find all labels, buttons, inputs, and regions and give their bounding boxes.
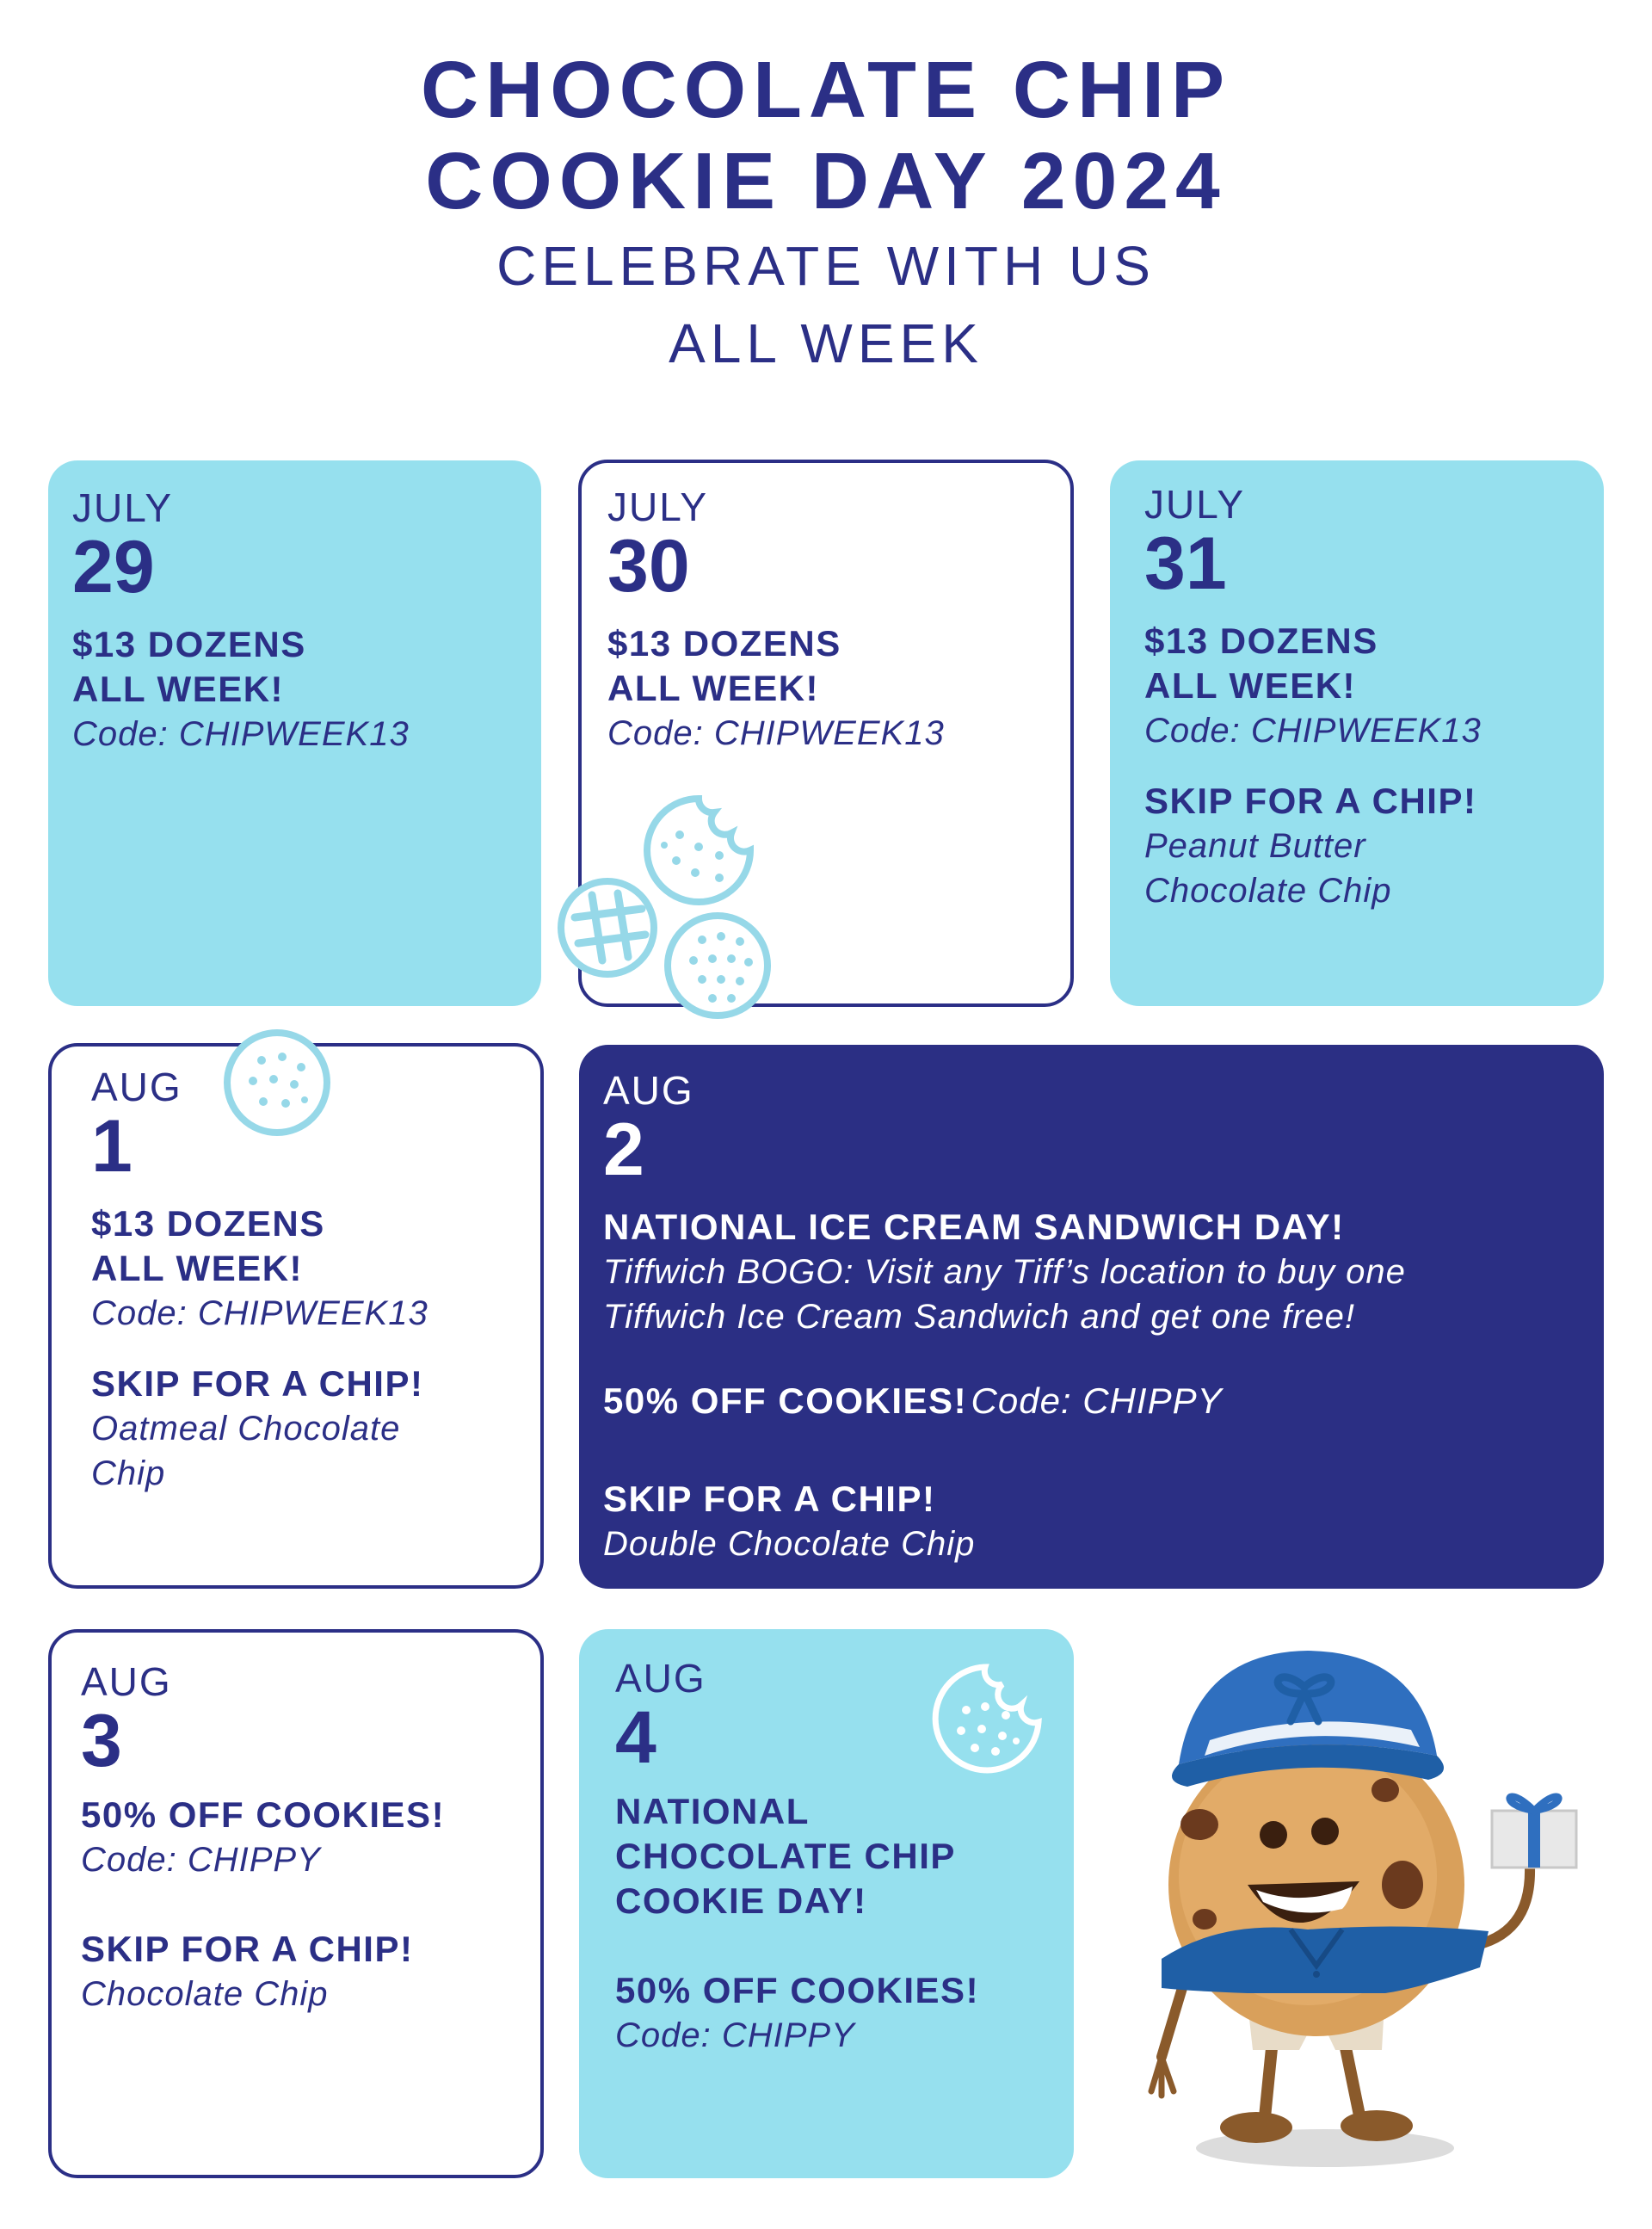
skip-heading: SKIP FOR A CHIP! <box>81 1929 414 1969</box>
promo-code: Code: CHIPWEEK13 <box>1144 712 1482 750</box>
day-number: 3 <box>81 1700 122 1782</box>
day-number: 29 <box>72 526 155 608</box>
flavor-line-1: Peanut Butter <box>1144 827 1366 865</box>
month-label: JULY <box>607 485 709 529</box>
promo-code: Code: CHIPWEEK13 <box>72 715 410 753</box>
day-number: 30 <box>607 525 690 608</box>
deal-line-1: $13 DOZENS <box>91 1203 325 1244</box>
subtitle-line-1: CELEBRATE WITH US <box>496 235 1156 297</box>
cookie-icon <box>668 916 767 1016</box>
event-line-1: NATIONAL <box>615 1791 810 1831</box>
event-line-3: COOKIE DAY! <box>615 1880 867 1921</box>
deal-line-1: $13 DOZENS <box>607 623 841 664</box>
subtitle-line-2: ALL WEEK <box>669 312 983 374</box>
deal-line-2: ALL WEEK! <box>607 668 820 708</box>
promo-code: Code: CHIPPY <box>81 1841 321 1879</box>
deal-heading: 50% OFF COOKIES! <box>615 1970 980 2010</box>
deal-line-1: $13 DOZENS <box>72 624 306 664</box>
month-label: AUG <box>603 1068 694 1113</box>
cookie-mascot-illustration <box>1127 1627 1618 2186</box>
skip-heading: SKIP FOR A CHIP! <box>603 1479 936 1519</box>
promo-code: Code: CHIPPY <box>971 1380 1223 1421</box>
cookie-icon <box>219 1024 336 1141</box>
flavor-line-1: Oatmeal Chocolate <box>91 1410 401 1448</box>
day-number: 4 <box>615 1696 656 1779</box>
month-label: JULY <box>1144 482 1246 527</box>
bogo-line-2: Tiffwich Ice Cream Sandwich and get one free! <box>603 1298 1355 1336</box>
title-line-2: COOKIE DAY 2024 <box>425 136 1227 225</box>
month-label: JULY <box>72 485 174 530</box>
flavor-line-2: Chocolate Chip <box>1144 872 1392 910</box>
event-heading: NATIONAL ICE CREAM SANDWICH DAY! <box>603 1207 1345 1247</box>
day-card-aug4 <box>579 1629 1074 2178</box>
cookie-icon <box>928 1658 1049 1779</box>
month-label: AUG <box>91 1065 182 1109</box>
deal-line-2: ALL WEEK! <box>72 669 285 709</box>
bogo-line-1: Tiffwich BOGO: Visit any Tiff’s location to buy one <box>603 1253 1406 1291</box>
title-line-1: CHOCOLATE CHIP <box>420 45 1232 134</box>
promo-code: Code: CHIPWEEK13 <box>91 1294 428 1332</box>
day-card-jul31 <box>1110 460 1604 1006</box>
month-label: AUG <box>81 1659 172 1704</box>
deal-heading: 50% OFF COOKIES! <box>81 1794 446 1835</box>
skip-heading: SKIP FOR A CHIP! <box>1144 781 1477 821</box>
flavor-line: Double Chocolate Chip <box>603 1525 976 1563</box>
day-number: 1 <box>91 1105 133 1188</box>
cookie-cluster-icon <box>551 783 792 1024</box>
gift-box-icon <box>1492 1796 1576 1868</box>
deal-line-2: ALL WEEK! <box>1144 665 1357 706</box>
month-label: AUG <box>615 1656 706 1701</box>
deal-heading: 50% OFF COOKIES! <box>603 1380 968 1421</box>
cookie-icon <box>561 881 654 974</box>
deal-line-1: $13 DOZENS <box>1144 621 1378 661</box>
day-card-aug3 <box>48 1629 544 2178</box>
day-number: 2 <box>603 1108 644 1191</box>
flavor-line: Chocolate Chip <box>81 1975 329 2013</box>
promo-code: Code: CHIPPY <box>615 2016 855 2054</box>
skip-heading: SKIP FOR A CHIP! <box>91 1363 424 1404</box>
deal-line-2: ALL WEEK! <box>91 1248 304 1288</box>
day-number: 31 <box>1144 522 1227 605</box>
day-card-aug2 <box>579 1045 1604 1589</box>
promo-code: Code: CHIPWEEK13 <box>607 714 945 752</box>
day-card-jul29 <box>48 460 541 1006</box>
event-line-2: CHOCOLATE CHIP <box>615 1836 956 1876</box>
flavor-line-2: Chip <box>91 1454 166 1492</box>
